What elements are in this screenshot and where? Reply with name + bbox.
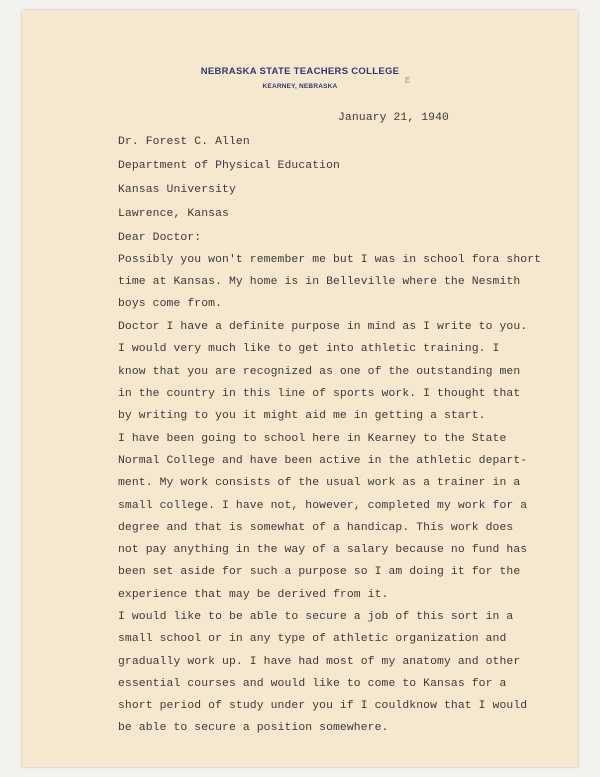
body-line: small school or in any type of athletic organization and	[118, 633, 507, 645]
body-line: boys come from.	[118, 298, 223, 310]
letter-date: January 21, 1940	[338, 112, 449, 124]
recipient-line: Dr. Forest C. Allen	[118, 136, 250, 148]
body-line: small college. I have not, however, completed my work for a	[118, 500, 528, 512]
body-line: I would like to be able to secure a job of this sort in a	[118, 611, 514, 623]
page-mark: E	[405, 76, 411, 85]
letterhead-city: KEARNEY, NEBRASKA	[262, 83, 338, 90]
body-line: in the country in this line of sports work. I thought that	[118, 388, 521, 400]
salutation: Dear Doctor:	[118, 232, 202, 244]
body-line: know that you are recognized as one of the outstanding men	[118, 366, 521, 378]
letter-page	[22, 10, 578, 767]
body-line: time at Kansas. My home is in Belleville where the Nesmith	[118, 276, 521, 288]
body-line: be able to secure a position somewhere.	[118, 722, 389, 734]
body-line: I have been going to school here in Kearney to the State	[118, 433, 507, 445]
recipient-line: Kansas University	[118, 184, 236, 196]
body-line: Doctor I have a definite purpose in mind as I write to you.	[118, 321, 528, 333]
recipient-line: Department of Physical Education	[118, 160, 340, 172]
body-line: I would very much like to get into athletic training. I	[118, 343, 500, 355]
body-line: gradually work up. I have had most of my anatomy and other	[118, 656, 521, 668]
body-line: ment. My work consists of the usual work as a trainer in a	[118, 477, 521, 489]
body-line: Normal College and have been active in the athletic depart-	[118, 455, 528, 467]
body-line: Possibly you won't remember me but I was in school fora short	[118, 254, 542, 266]
body-line: been set aside for such a purpose so I am doing it for the	[118, 566, 521, 578]
body-line: experience that may be derived from it.	[118, 589, 389, 601]
body-line: not pay anything in the way of a salary because no fund has	[118, 544, 528, 556]
body-line: by writing to you it might aid me in getting a start.	[118, 410, 486, 422]
recipient-line: Lawrence, Kansas	[118, 208, 229, 220]
body-line: essential courses and would like to come to Kansas for a	[118, 678, 507, 690]
body-line: degree and that is somewhat of a handicap. This work does	[118, 522, 514, 534]
letterhead-college: NEBRASKA STATE TEACHERS COLLEGE	[200, 66, 400, 77]
body-line: short period of study under you if I couldknow that I would	[118, 700, 528, 712]
